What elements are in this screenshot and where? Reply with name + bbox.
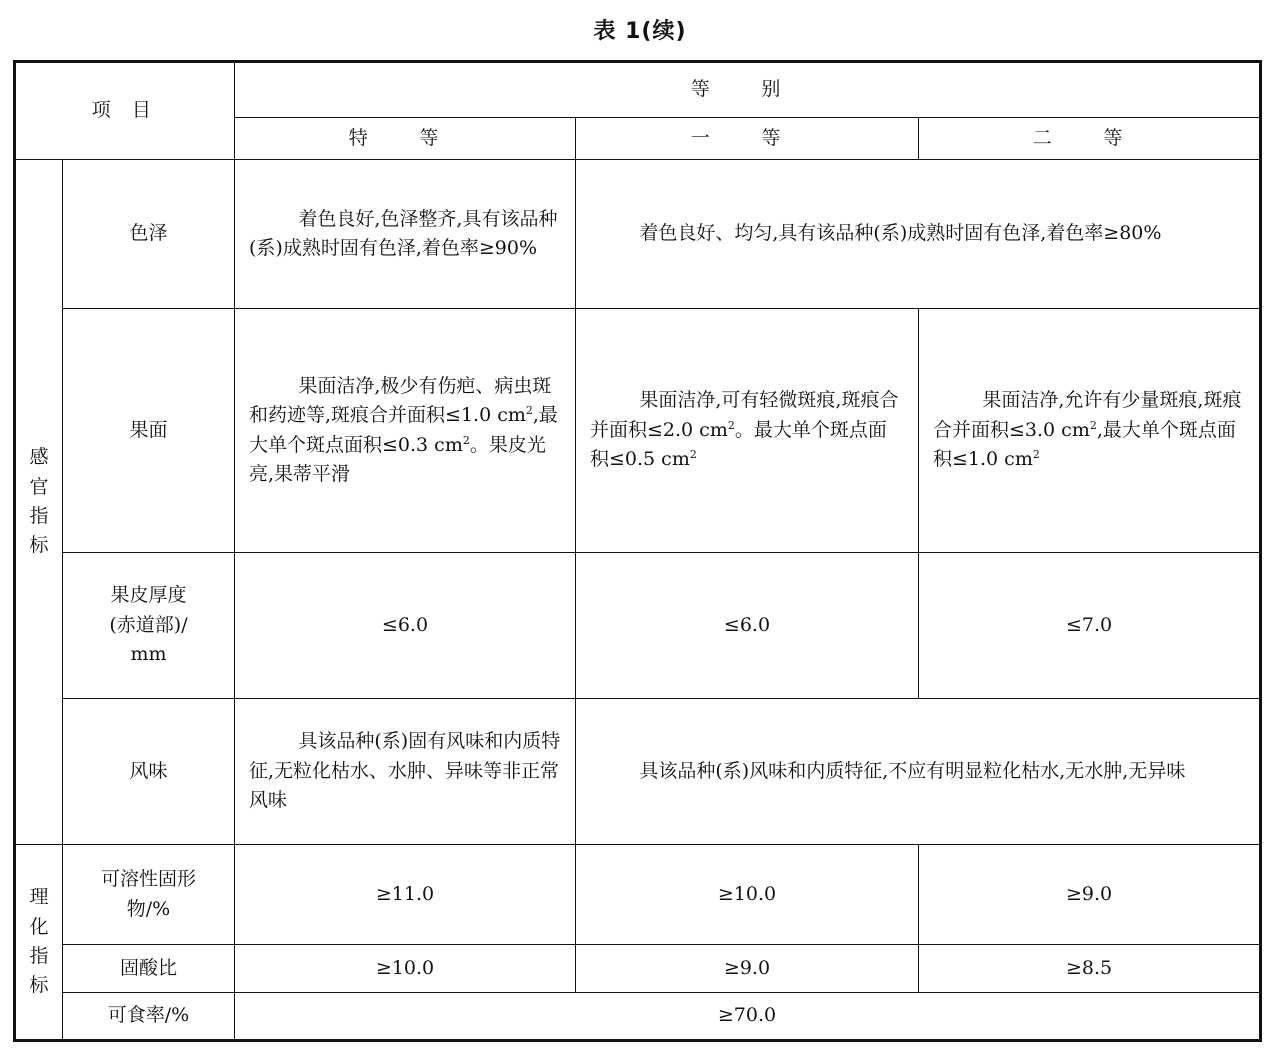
cell-flavor-first-second-text: 具该品种(系)风味和内质特征,不应有明显粒化枯水,无水肿,无异味 <box>639 759 1186 782</box>
grade-standard-table <box>13 60 1262 1042</box>
row-label-peel-line1: 果皮厚度 <box>110 584 187 607</box>
header-row-grade <box>15 62 1261 118</box>
cell-soluble-special: ≥11.0 <box>235 845 576 945</box>
header-grade-special: 特 等 <box>235 118 576 160</box>
row-label-color: 色泽 <box>63 160 235 309</box>
table-row-soluble <box>15 845 1261 945</box>
cell-peel-special: ≤6.0 <box>235 553 576 699</box>
cell-surface-special-text: 果面洁净,极少有伤疤、病虫斑和药迹等,斑痕合并面积≤1.0 $cm^2$,最大单个斑点面积≤0.3 $cm^2$。果皮光亮,果蒂平滑 <box>249 374 558 485</box>
table-row-edible <box>15 993 1261 1041</box>
cell-color-special <box>235 160 576 309</box>
table-title: 表 1(续) <box>593 19 687 44</box>
cell-flavor-special-text: 具该品种(系)固有风味和内质特征,无粒化枯水、水肿、异味等非正常风味 <box>249 730 561 812</box>
row-label-peel-line3: mm <box>130 643 167 666</box>
row-label-edible: 可食率/% <box>63 993 235 1041</box>
cell-flavor-special <box>235 699 576 845</box>
group-label-char: 感 <box>29 446 49 469</box>
table-row-flavor <box>15 699 1261 845</box>
cell-edible-all: ≥70.0 <box>235 993 1261 1041</box>
cell-ratio-special: ≥10.0 <box>235 945 576 993</box>
header-item: 项 目 <box>15 62 235 160</box>
cell-surface-special <box>235 309 576 553</box>
cell-surface-second-text: 果面洁净,允许有少量斑痕,斑痕合并面积≤3.0 $cm^2$,最大单个斑点面积≤1.0 $cm^2$ <box>933 389 1242 471</box>
row-label-soluble-line1: 可溶性固形 <box>100 868 196 891</box>
cell-peel-first: ≤6.0 <box>576 553 919 699</box>
row-label-soluble <box>63 845 235 945</box>
group-label-char: 标 <box>29 974 49 997</box>
row-label-flavor: 风味 <box>63 699 235 845</box>
group-label-physchem-text <box>16 883 62 1001</box>
header-grade: 等 别 <box>235 62 1261 118</box>
table-row-surface <box>15 309 1261 553</box>
cell-surface-first <box>576 309 919 553</box>
cell-peel-second: ≤7.0 <box>919 553 1261 699</box>
row-label-peel-line2: (赤道部)/ <box>109 613 188 636</box>
group-label-char: 官 <box>29 475 49 498</box>
cell-ratio-first: ≥9.0 <box>576 945 919 993</box>
row-label-ratio: 固酸比 <box>63 945 235 993</box>
group-label-char: 化 <box>29 915 49 938</box>
row-label-surface: 果面 <box>63 309 235 553</box>
cell-surface-second <box>919 309 1261 553</box>
table-row-color <box>15 160 1261 309</box>
cell-color-special-text: 着色良好,色泽整齐,具有该品种(系)成熟时固有色泽,着色率≥90% <box>249 207 558 259</box>
header-grade-second: 二 等 <box>919 118 1261 160</box>
cell-surface-first-text: 果面洁净,可有轻微斑痕,斑痕合并面积≤2.0 $cm^2$。最大单个斑点面积≤0.5 $cm^2$ <box>590 389 899 471</box>
cell-color-first-second <box>576 160 1261 309</box>
group-label-char: 指 <box>29 505 49 527</box>
group-label-char: 理 <box>29 886 49 909</box>
row-label-soluble-line2: 物/% <box>126 897 171 920</box>
cell-color-first-second-text: 着色良好、均匀,具有该品种(系)成熟时固有色泽,着色率≥80% <box>639 222 1162 245</box>
group-label-sensory <box>15 160 63 845</box>
table-row-peel <box>15 553 1261 699</box>
group-label-sensory-text <box>16 443 62 561</box>
group-label-char: 指 <box>29 945 49 967</box>
row-label-peel <box>63 553 235 699</box>
cell-soluble-second: ≥9.0 <box>919 845 1261 945</box>
header-grade-first: 一 等 <box>576 118 919 160</box>
group-label-physchem <box>15 845 63 1041</box>
cell-flavor-first-second <box>576 699 1261 845</box>
cell-ratio-second: ≥8.5 <box>919 945 1261 993</box>
group-label-char: 标 <box>29 534 49 557</box>
table-row-ratio <box>15 945 1261 993</box>
cell-soluble-first: ≥10.0 <box>576 845 919 945</box>
